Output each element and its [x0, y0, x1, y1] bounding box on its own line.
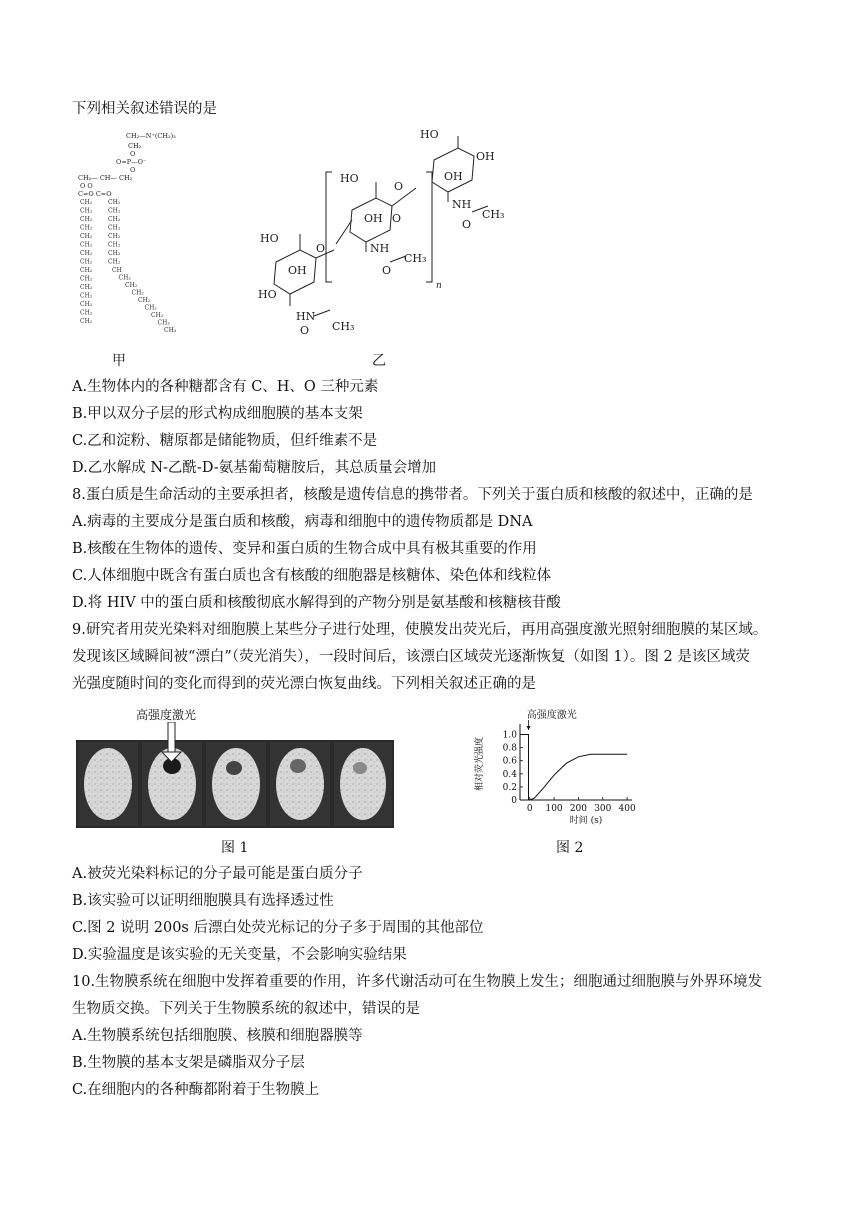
svg-text:O: O: [130, 166, 136, 174]
svg-text:CH₂: CH₂: [80, 292, 93, 300]
svg-text:HO: HO: [258, 288, 277, 301]
svg-text:n: n: [436, 281, 442, 291]
svg-text:O: O: [392, 212, 402, 225]
svg-text:CH₂: CH₂: [80, 207, 93, 215]
svg-text:CH₂: CH₂: [80, 258, 93, 266]
q9-stem-line-1: 9.研究者用荧光染料对细胞膜上某些分子进行处理，使膜发出荧光后，再用高强度激光照射细胞膜的某区域。: [72, 622, 768, 638]
svg-text:CH₂: CH₂: [80, 267, 93, 274]
svg-text:HO: HO: [340, 172, 359, 185]
svg-text:CH₂: CH₂: [108, 207, 121, 215]
svg-text:CH₂: CH₂: [80, 241, 93, 249]
q8-option-b: B.核酸在生物体的遗传、变异和蛋白质的生物合成中具有极其重要的作用: [72, 541, 537, 557]
q9-option-b: B.该实验可以证明细胞膜具有选择透过性: [72, 893, 334, 909]
q9-stem-line-3: 光强度随时间的变化而得到的荧光漂白恢复曲线。下列相关叙述正确的是: [72, 676, 536, 692]
fig2-label: 图 2: [556, 840, 584, 856]
svg-text:OH: OH: [288, 264, 307, 277]
svg-text:HO: HO: [420, 128, 439, 141]
svg-text:CH₃: CH₃: [482, 208, 505, 221]
q9-option-d: D.实验温度是该实验的无关变量，不会影响实验结果: [72, 947, 407, 963]
svg-text:CH₂: CH₂: [80, 216, 93, 223]
svg-text:CH₃: CH₃: [164, 327, 177, 334]
q8-option-c: C.人体细胞中既含有蛋白质也含有核酸的细胞器是核糖体、染色体和线粒体: [72, 568, 552, 584]
q7-option-c: C.乙和淀粉、糖原都是储能物质，但纤维素不是: [72, 433, 378, 449]
fig1-label: 图 1: [221, 840, 249, 856]
svg-text:C=O C=O: C=O C=O: [78, 190, 112, 198]
svg-text:CH₂: CH₂: [80, 275, 93, 283]
q10-option-c: C.在细胞内的各种酶都附着于生物膜上: [72, 1082, 320, 1098]
svg-text:CH₂: CH₂: [108, 224, 121, 232]
fig-jia-label: 甲: [112, 353, 126, 369]
y-tick-label: 0.4: [502, 769, 517, 780]
svg-text:CH₂: CH₂: [125, 282, 138, 289]
svg-text:HO: HO: [260, 232, 279, 245]
q7-stem-tail: 下列相关叙述错误的是: [72, 101, 217, 117]
svg-text:O: O: [394, 180, 404, 193]
svg-text:O: O: [382, 264, 392, 277]
svg-text:CH₂: CH₂: [108, 199, 121, 206]
svg-text:CH₂: CH₂: [80, 318, 93, 325]
x-tick-label: 300: [594, 804, 612, 814]
svg-text:CH₂: CH₂: [151, 312, 164, 319]
svg-text:O: O: [462, 218, 472, 231]
svg-text:CH₂—N⁺(CH₃)₃: CH₂—N⁺(CH₃)₃: [126, 132, 176, 140]
svg-text:CH₂: CH₂: [108, 258, 121, 266]
svg-text:CH₂: CH₂: [108, 216, 121, 223]
svg-text:HN: HN: [296, 310, 316, 323]
q10-option-b: B.生物膜的基本支架是磷脂双分子层: [72, 1055, 305, 1071]
cell-frame-4: [270, 742, 330, 826]
svg-text:CH₂: CH₂: [80, 301, 93, 308]
q9-option-c: C.图 2 说明 200s 后漂白处荧光标记的分子多于周围的其他部位: [72, 920, 484, 936]
fig-yi-label: 乙: [372, 353, 386, 369]
svg-text:CH₂: CH₂: [80, 250, 93, 257]
svg-text:CH₂: CH₂: [108, 241, 121, 249]
q9-stem-line-2: 发现该区域瞬间被“漂白”（荧光消失），一段时间后，该漂白区域荧光逐渐恢复（如图 1）。图 2 是该区域荧: [72, 649, 750, 665]
q10-stem-line-2: 生物质交换。下列关于生物膜系统的叙述中，错误的是: [72, 1001, 420, 1017]
q7-option-a: A.生物体内的各种糖都含有 C、H、O 三种元素: [72, 379, 379, 395]
recovery-curve-series-0: [520, 735, 627, 801]
fig1-photobleach-sequence: [76, 722, 394, 828]
cell-frame-1: [78, 742, 138, 826]
svg-text:O: O: [130, 150, 136, 158]
svg-text:CH: CH: [112, 267, 122, 274]
svg-text:CH₂: CH₂: [80, 309, 93, 317]
svg-text:CH₂: CH₂: [131, 289, 144, 297]
svg-text:CH₂— CH— CH₂: CH₂— CH— CH₂: [78, 174, 133, 182]
y-tick-label: 0: [511, 796, 517, 806]
svg-text:CH₂: CH₂: [108, 250, 121, 257]
svg-text:CH₂: CH₂: [80, 233, 93, 240]
q10-stem-line-1: 10.生物膜系统在细胞中发挥着重要的作用，许多代谢活动可在生物膜上发生；细胞通过细胞膜与外界环境发: [72, 974, 763, 990]
q10-option-a: A.生物膜系统包括细胞膜、核膜和细胞器膜等: [72, 1028, 363, 1044]
svg-text:CH₂: CH₂: [80, 199, 93, 206]
q9-option-a: A.被荧光染料标记的分子最可能是蛋白质分子: [72, 866, 363, 882]
q8-stem: 8.蛋白质是生命活动的主要承担者，核酸是遗传信息的携带者。下列关于蛋白质和核酸的叙述中，正确的是: [72, 487, 753, 503]
y-tick-label: 0.2: [502, 782, 517, 793]
svg-text:CH₂: CH₂: [118, 274, 131, 282]
svg-text:O: O: [316, 242, 326, 255]
svg-text:O=P—O⁻: O=P—O⁻: [116, 158, 147, 166]
svg-text:NH: NH: [370, 242, 390, 255]
svg-text:OH: OH: [444, 170, 463, 183]
x-tick-label: 400: [618, 804, 636, 814]
chitin-structure-figure: [256, 124, 506, 342]
svg-text:CH₂: CH₂: [138, 297, 151, 304]
svg-text:NH: NH: [452, 198, 472, 211]
svg-text:CH₃: CH₃: [332, 320, 355, 333]
x-tick-label: 100: [545, 804, 563, 814]
x-tick-label: 200: [569, 804, 588, 814]
q7-option-d: D.乙水解成 N-乙酰-D-氨基葡萄糖胺后，其总质量会增加: [72, 460, 437, 476]
q7-option-b: B.甲以双分子层的形式构成细胞膜的基本支架: [72, 406, 363, 422]
cell-frame-3: [206, 742, 266, 826]
q8-option-d: D.将 HIV 中的蛋白质和核酸彻底水解得到的产物分别是氨基酸和核糖核苷酸: [72, 595, 561, 611]
svg-text:OH: OH: [476, 150, 495, 163]
svg-text:O O: O O: [80, 182, 93, 190]
svg-text:OH: OH: [364, 212, 383, 225]
y-tick-label: 1.0: [502, 730, 517, 741]
phospholipid-structure-figure: [76, 128, 186, 340]
x-axis-label: 时间 (s): [569, 816, 603, 826]
svg-text:CH₂: CH₂: [157, 319, 170, 327]
laser-marker-arrowhead: [527, 726, 531, 730]
x-tick-label: 0: [526, 804, 533, 814]
y-axis-label: 相对荧光强度: [475, 736, 485, 792]
y-tick-label: 0.6: [502, 756, 517, 767]
fig2-chart: [470, 708, 670, 832]
svg-text:CH₂: CH₂: [128, 142, 142, 150]
svg-text:CH₃: CH₃: [404, 252, 427, 265]
y-tick-label: 0.8: [502, 743, 517, 754]
q8-option-a: A.病毒的主要成分是蛋白质和核酸，病毒和细胞中的遗传物质都是 DNA: [72, 514, 533, 530]
svg-text:CH₂: CH₂: [108, 233, 121, 240]
svg-text:CH₂: CH₂: [144, 304, 157, 312]
svg-text:CH₂: CH₂: [80, 284, 93, 291]
svg-text:O: O: [300, 324, 310, 337]
fig2-laser-annotation: 高强度激光: [526, 710, 577, 721]
cell-frame-5: [334, 742, 392, 826]
fig1-annotation: 高强度激光: [136, 708, 197, 722]
svg-text:CH₂: CH₂: [80, 224, 93, 232]
